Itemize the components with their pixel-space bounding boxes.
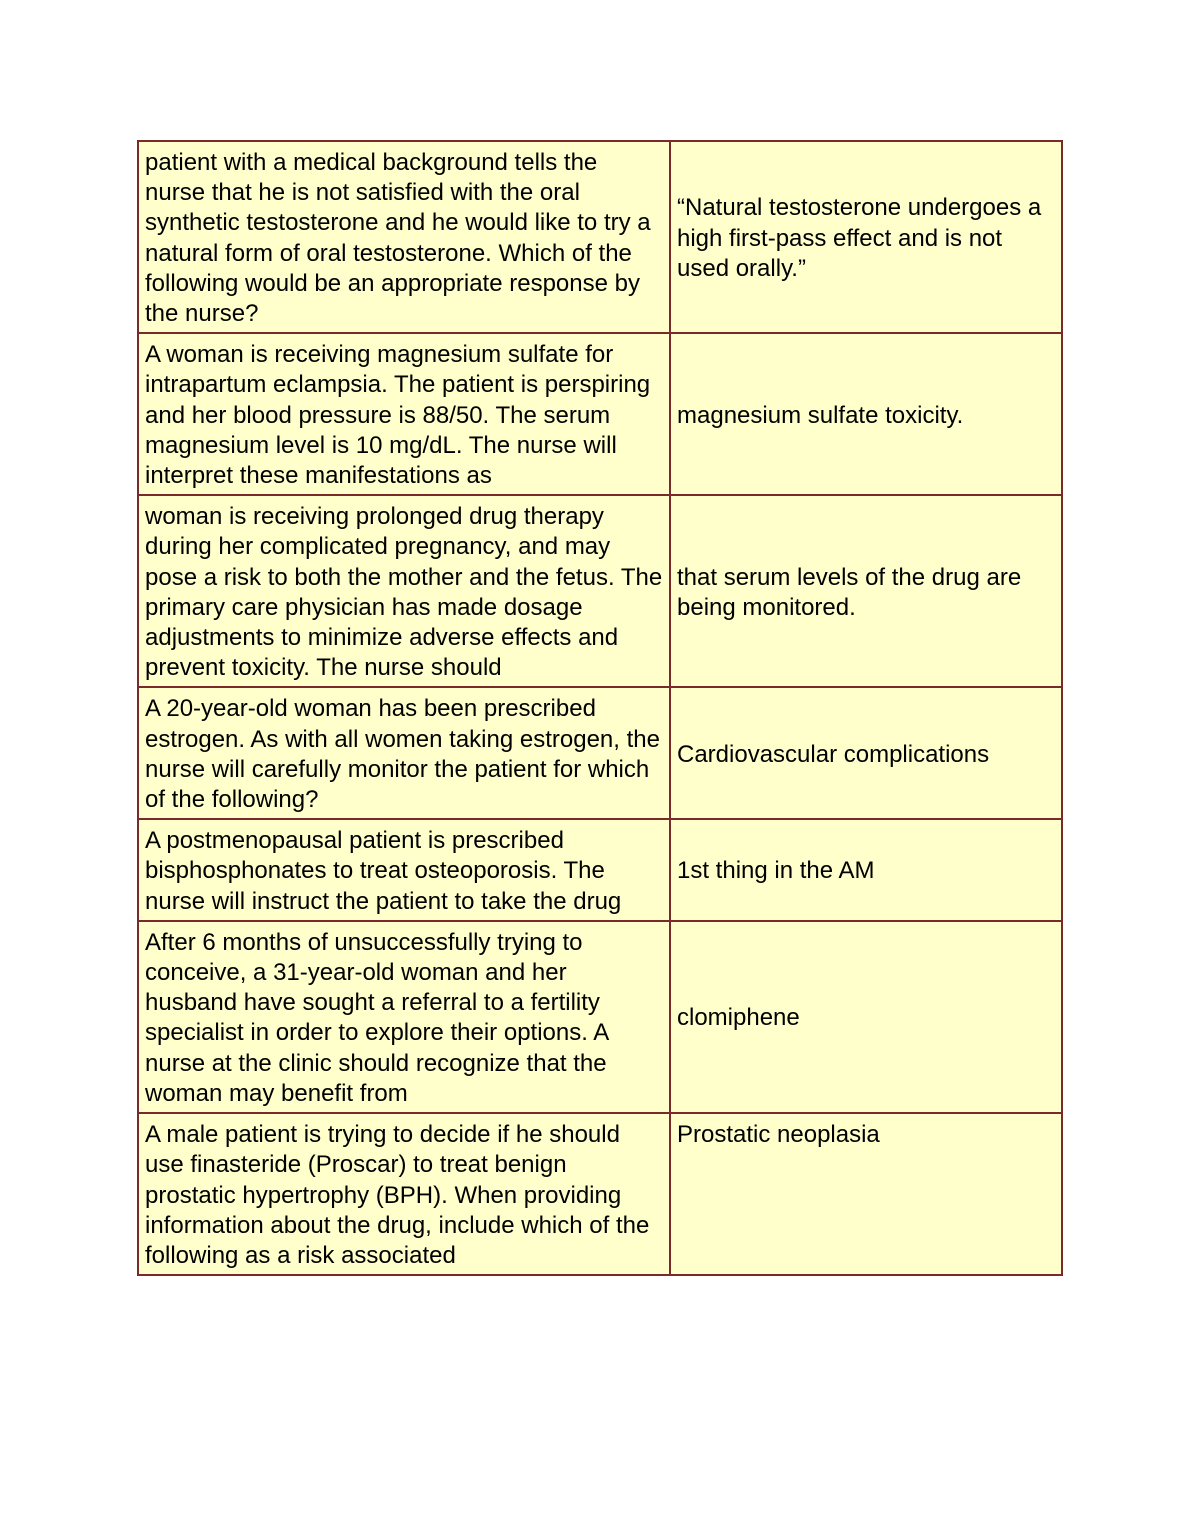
table-row <box>138 687 1062 819</box>
answer-cell: Prostatic neoplasia <box>670 1113 1062 1275</box>
question-cell: After 6 months of unsuccessfully trying to conceive, a 31-year-old woman and her husband have sought a referral to a fertility specialist in order to explore their options. A nurse at the clinic should recognize that the woman may benefit from <box>138 921 670 1113</box>
answer-cell: that serum levels of the drug are being monitored. <box>670 495 1062 687</box>
answer-cell: clomiphene <box>670 921 1062 1113</box>
answer-cell: 1st thing in the AM <box>670 819 1062 921</box>
question-cell: A 20-year-old woman has been prescribed estrogen. As with all women taking estrogen, the nurse will carefully monitor the patient for which of the following? <box>138 687 670 819</box>
question-cell: A woman is receiving magnesium sulfate for intrapartum eclampsia. The patient is perspiring and her blood pressure is 88/50. The serum magnesium level is 10 mg/dL. The nurse will interpret these manifestations as <box>138 333 670 495</box>
table-row <box>138 495 1062 687</box>
table-row <box>138 141 1062 333</box>
question-cell: woman is receiving prolonged drug therapy during her complicated pregnancy, and may pose a risk to both the mother and the fetus. The primary care physician has made dosage adjustments to minimize adverse effects and prevent toxicity. The nurse should <box>138 495 670 687</box>
flashcard-table <box>137 140 1063 1276</box>
answer-cell: magnesium sulfate toxicity. <box>670 333 1062 495</box>
question-cell: patient with a medical background tells the nurse that he is not satisfied with the oral synthetic testosterone and he would like to try a natural form of oral testosterone. Which of the following would be an appropriate response by the nurse? <box>138 141 670 333</box>
answer-cell: Cardiovascular complications <box>670 687 1062 819</box>
table-row <box>138 333 1062 495</box>
table-row <box>138 819 1062 921</box>
question-cell: A postmenopausal patient is prescribed bisphosphonates to treat osteoporosis. The nurse will instruct the patient to take the drug <box>138 819 670 921</box>
table-row <box>138 1113 1062 1275</box>
answer-cell: “Natural testosterone undergoes a high first-pass effect and is not used orally.” <box>670 141 1062 333</box>
question-cell: A male patient is trying to decide if he should use finasteride (Proscar) to treat benign prostatic hypertrophy (BPH). When providing information about the drug, include which of the following as a risk associated <box>138 1113 670 1275</box>
table-row <box>138 921 1062 1113</box>
